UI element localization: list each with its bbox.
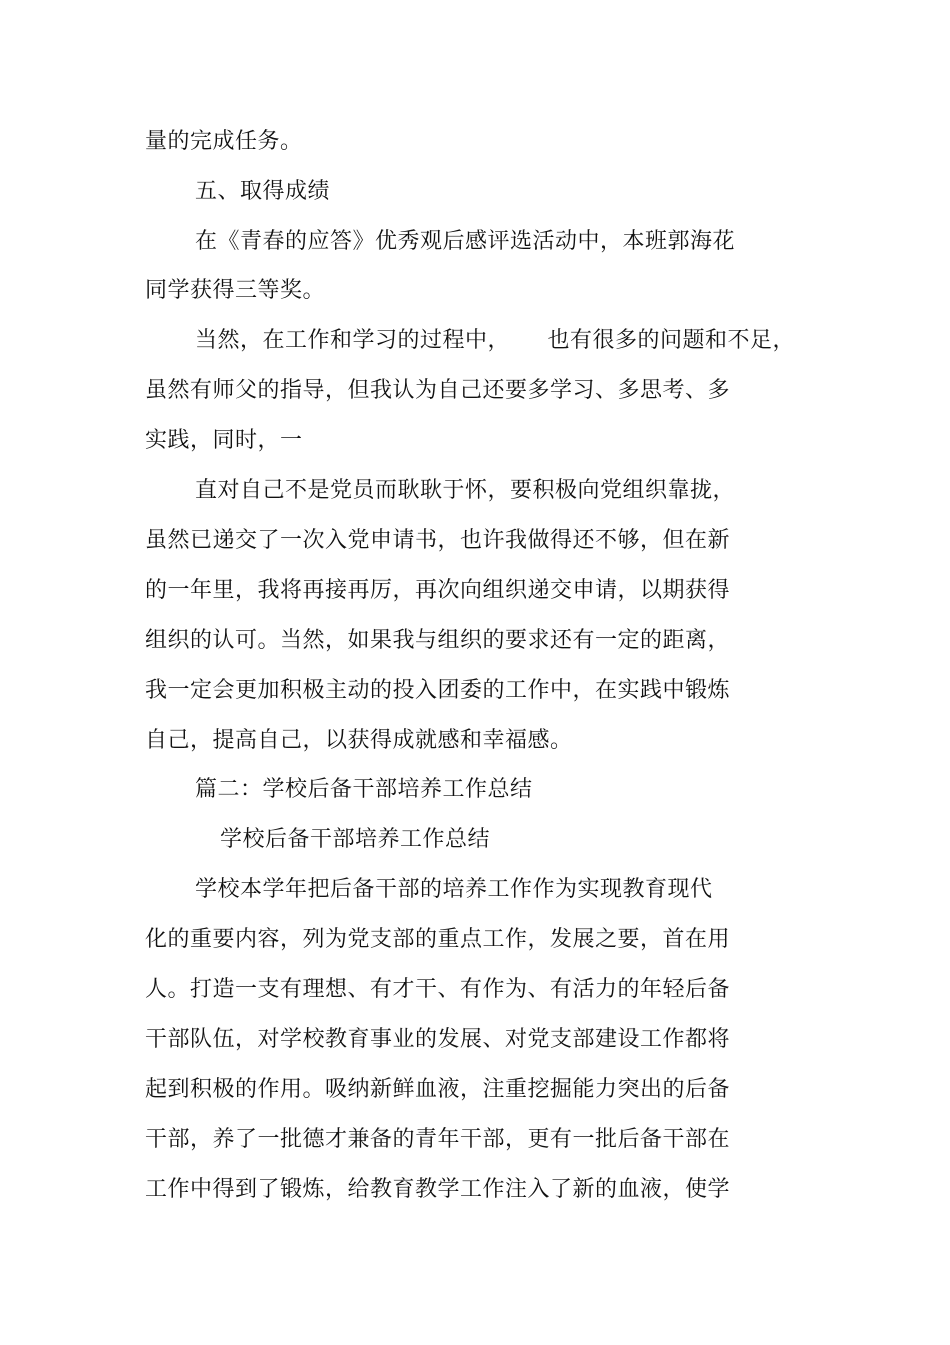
text-line: 干部队伍，对学校教育事业的发展、对党支部建设工作都将: [145, 1027, 731, 1052]
text-line: 人。打造一支有理想、有才干、有作为、有活力的年轻后备: [145, 977, 731, 1002]
text-line: 当然，在工作和学习的过程中， 也有很多的问题和不足，: [195, 328, 795, 353]
text-line: 同学获得三等奖。: [145, 278, 326, 303]
text-line: 我一定会更加积极主动的投入团委的工作中，在实践中锻炼: [145, 678, 731, 703]
text-line: 的一年里，我将再接再厉，再次向组织递交申请，以期获得: [145, 578, 731, 603]
text-line: 学校本学年把后备干部的培养工作作为实现教育现代: [195, 877, 713, 902]
chapter-heading: 篇二：学校后备干部培养工作总结: [195, 777, 533, 802]
text-line: 在《青春的应答》优秀观后感评选活动中，本班郭海花: [195, 229, 736, 254]
article-title: 学校后备干部培养工作总结: [220, 827, 491, 852]
text-line: 自己，提高自己，以获得成就感和幸福感。: [145, 728, 573, 753]
text-line: 起到积极的作用。吸纳新鲜血液，注重挖掘能力突出的后备: [145, 1077, 731, 1102]
text-line: 工作中得到了锻炼，给教育教学工作注入了新的血液，使学: [145, 1177, 731, 1202]
text-line: 干部，养了一批德才兼备的青年干部，更有一批后备干部在: [145, 1127, 731, 1152]
text-line: 量的完成任务。: [145, 129, 303, 154]
text-line: 虽然已递交了一次入党申请书，也许我做得还不够，但在新: [145, 528, 731, 553]
text-line: 直对自己不是党员而耿耿于怀，要积极向党组织靠拢，: [195, 478, 736, 503]
text-line: 实践，同时，一: [145, 428, 303, 453]
text-line: 组织的认可。当然，如果我与组织的要求还有一定的距离，: [145, 628, 731, 653]
text-line: 化的重要内容，列为党支部的重点工作，发展之要，首在用: [145, 927, 731, 952]
section-heading: 五、取得成绩: [195, 179, 331, 204]
text-line: 虽然有师父的指导，但我认为自己还要多学习、多思考、多: [145, 378, 731, 403]
